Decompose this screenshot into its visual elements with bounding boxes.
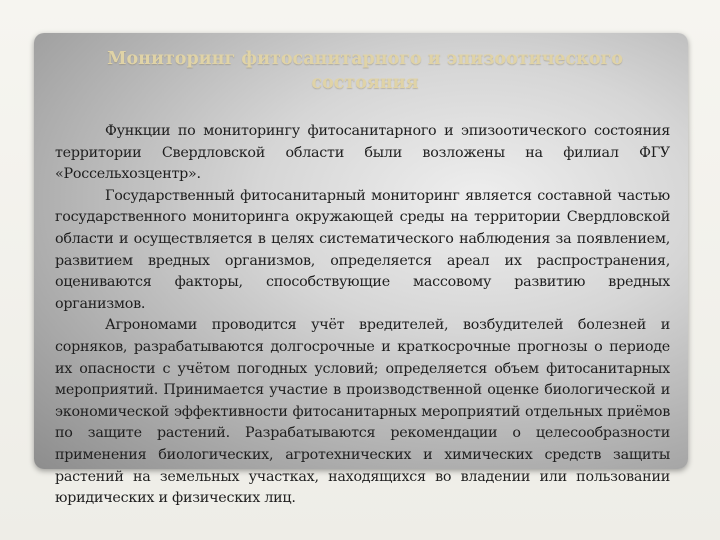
paragraph-functions: Функции по мониторингу фитосанитарного и эпизоотического состояния территории Свердловской области были возложены на филиал ФГУ «Россельхозцентр». bbox=[55, 123, 670, 183]
slide-title: Мониторинг фитосанитарного и эпизоотического состояния bbox=[107, 49, 623, 93]
paragraph-agronomists: Агрономами проводится учёт вредителей, возбудителей болезней и сорняков, разрабатываются долгосрочные и краткосрочные прогнозы о периоде их опасности с учётом погодных условий; определяется объем фитосанитарных мероприятий. Принимается участие в производственной оценке биологической и экономической эффективности фитосанитарных мероприятий отдельных приёмов по защите растений. Разрабатываются рекомендации о целесообразности применения биологических, агротехнических и химических средств защиты растений на земельных участках, находящихся во владении или пользовании юридических и физических лиц. bbox=[55, 317, 670, 507]
paragraph-monitoring: Государственный фитосанитарный мониторинг является составной частью государственного мониторинга окружающей среды на территории Свердловской области и осуществляется в целях систематического наблюдения за появлением, развитием вредных организмов, определяется ареал их распространения, оцениваются факторы, способствующие массовому развитию вредных организмов. bbox=[55, 187, 670, 312]
slide-body bbox=[55, 121, 670, 510]
